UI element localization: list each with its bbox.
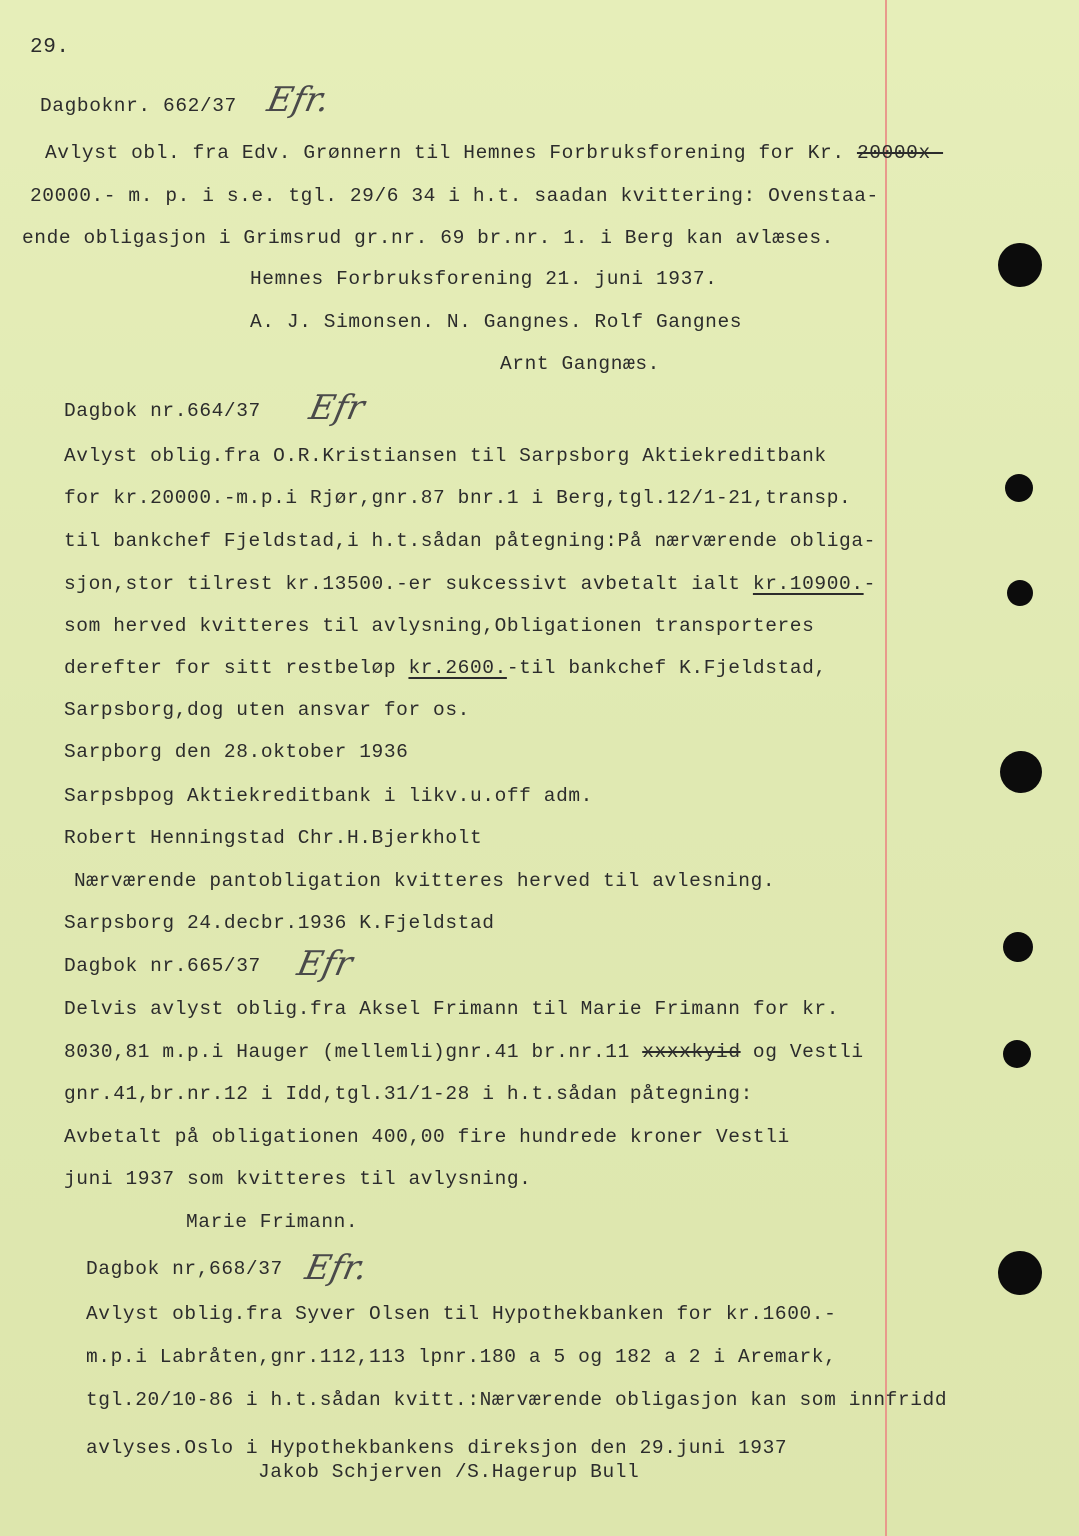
punch-hole <box>998 243 1042 287</box>
entry-4-initials: Efr. <box>301 1248 371 1288</box>
entry-1-signature-line: A. J. Simonsen. N. Gangnes. Rolf Gangnes <box>250 311 743 333</box>
entry-1-signature-line: Arnt Gangnæs. <box>500 353 660 375</box>
entry-1-line: ende obligasjon i Grimsrud gr.nr. 69 br.nr. 1. i Berg kan avlæses. <box>22 227 834 249</box>
entry-2-line: som herved kvitteres til avlysning,Obligationen transporteres <box>64 615 815 637</box>
underlined-amount: kr.2600. <box>408 657 507 679</box>
punch-hole <box>1007 580 1033 606</box>
entry-2-line: derefter for sitt restbeløp kr.2600.-til bankchef K.Fjeldstad, <box>64 657 827 679</box>
entry-2-line: Avlyst oblig.fra O.R.Kristiansen til Sarpsborg Aktiekreditbank <box>64 445 827 467</box>
entry-1-signature-line: Hemnes Forbruksforening 21. juni 1937. <box>250 268 718 290</box>
punch-hole <box>1003 932 1033 962</box>
entry-1-initials: Efr. <box>263 80 333 120</box>
entry-3-line: Avbetalt på obligationen 400,00 fire hundrede kroner Vestli <box>64 1126 790 1148</box>
entry-3-initials: Efr <box>293 944 356 984</box>
entry-2-heading: Dagbok nr.664/37 <box>64 400 261 422</box>
entry-2-line: til bankchef Fjeldstad,i h.t.sådan påtegning:På nærværende obliga- <box>64 530 876 552</box>
entry-2-line: Robert Henningstad Chr.H.Bjerkholt <box>64 827 483 849</box>
entry-1-line: Avlyst obl. fra Edv. Grønnern til Hemnes Forbruksforening for Kr. 20000x- <box>45 142 944 164</box>
entry-3-signature-line: Marie Frimann. <box>186 1211 359 1233</box>
struck-amount: 20000x- <box>856 142 944 164</box>
entry-2-initials: Efr <box>305 388 368 428</box>
entry-1-heading: Dagboknr. 662/37 <box>40 95 237 117</box>
underlined-amount: kr.10900. <box>752 573 864 595</box>
punch-hole <box>1003 1040 1031 1068</box>
punch-hole <box>1005 474 1033 502</box>
entry-2-line: for kr.20000.-m.p.i Rjør,gnr.87 bnr.1 i Berg,tgl.12/1-21,transp. <box>64 487 852 509</box>
entry-4-heading: Dagbok nr,668/37 <box>86 1258 283 1280</box>
entry-4-signature-line: Jakob Schjerven /S.Hagerup Bull <box>258 1461 640 1483</box>
page-number: 29. <box>30 36 70 59</box>
entry-3-heading: Dagbok nr.665/37 <box>64 955 261 977</box>
entry-2-line: Nærværende pantobligation kvitteres herved til avlesning. <box>74 870 776 892</box>
entry-2-line: Sarpborg den 28.oktober 1936 <box>64 741 409 763</box>
entry-2-line: Sarpsbpog Aktiekreditbank i likv.u.off adm. <box>64 785 593 807</box>
entry-4-line: avlyses.Oslo i Hypothekbankens direksjon den 29.juni 1937 <box>86 1437 788 1459</box>
entry-2-line: Sarpsborg,dog uten ansvar for os. <box>64 699 470 721</box>
entry-2-line: sjon,stor tilrest kr.13500.-er sukcessivt avbetalt ialt kr.10900.- <box>64 573 876 595</box>
punch-hole <box>998 1251 1042 1295</box>
entry-3-line: juni 1937 som kvitteres til avlysning. <box>64 1168 532 1190</box>
entry-3-line: Delvis avlyst oblig.fra Aksel Frimann til Marie Frimann for kr. <box>64 998 840 1020</box>
entry-2-line: Sarpsborg 24.decbr.1936 K.Fjeldstad <box>64 912 495 934</box>
struck-text: xxxxkyid <box>642 1041 741 1063</box>
entry-1-line: 20000.- m. p. i s.e. tgl. 29/6 34 i h.t. saadan kvittering: Ovenstaa- <box>30 185 879 207</box>
entry-3-line: gnr.41,br.nr.12 i Idd,tgl.31/1-28 i h.t.sådan påtegning: <box>64 1083 753 1105</box>
punch-hole <box>1000 751 1042 793</box>
margin-rule <box>885 0 887 1536</box>
entry-4-line: tgl.20/10-86 i h.t.sådan kvitt.:Nærværende obligasjon kan som innfridd <box>86 1389 948 1411</box>
entry-4-line: m.p.i Labråten,gnr.112,113 lpnr.180 a 5 og 182 a 2 i Aremark, <box>86 1346 837 1368</box>
entry-3-line: 8030,81 m.p.i Hauger (mellemli)gnr.41 br.nr.11 xxxxkyid og Vestli <box>64 1041 864 1063</box>
entry-4-line: Avlyst oblig.fra Syver Olsen til Hypothekbanken for kr.1600.- <box>86 1303 837 1325</box>
